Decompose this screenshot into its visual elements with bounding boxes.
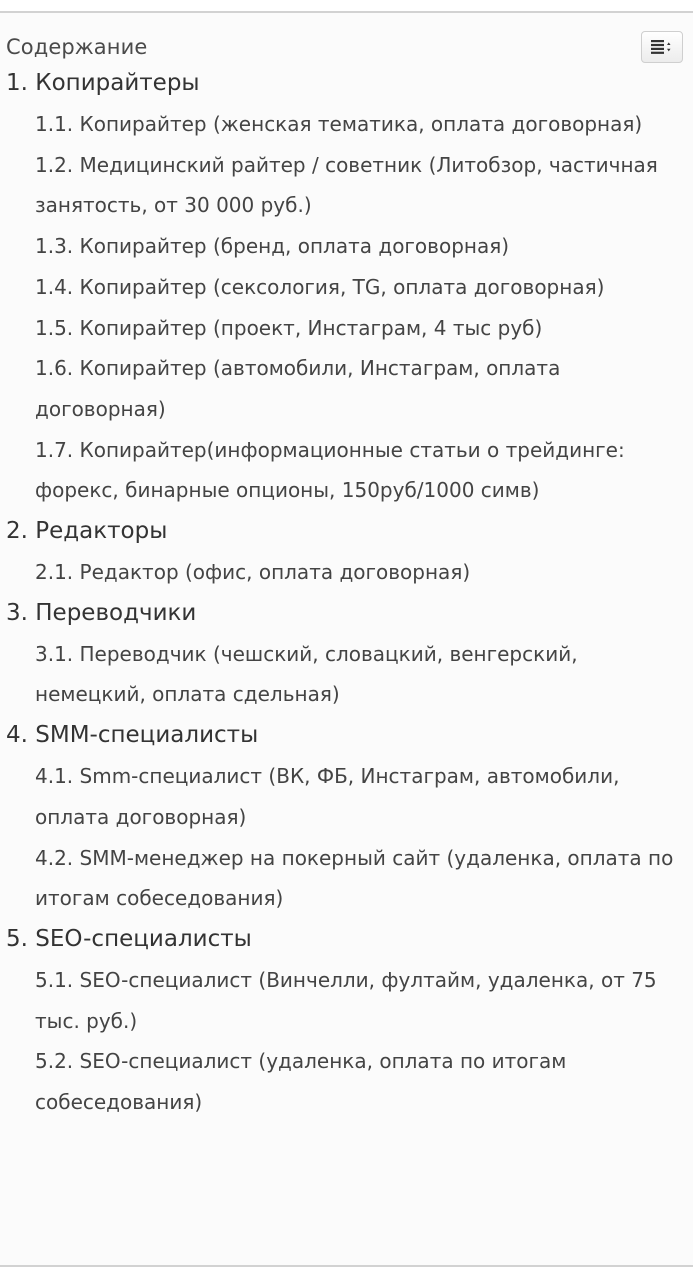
toc-sub-list [6, 634, 683, 715]
toc-item-link[interactable]: 1.1. Копирайтер (женская тематика, оплата договорная) [35, 112, 643, 136]
toc-item-link[interactable]: 5.1. SEO-специалист (Винчелли, фултайм, удаленка, от 75 тыс. руб.) [35, 967, 657, 1033]
toc-item-link[interactable]: 1.2. Медицинский райтер / советник (Литобзор, частичная занятость, от 30 000 руб.) [35, 152, 658, 218]
toc-section [6, 511, 683, 593]
toc-section-link[interactable]: 1. Копирайтеры [6, 70, 200, 96]
toc-item-link[interactable]: 2.1. Редактор (офис, оплата договорная) [35, 560, 471, 585]
toc-header [6, 31, 683, 63]
toc-item-link[interactable]: 1.4. Копирайтер (сексология, TG, оплата договорная) [35, 274, 605, 299]
toc-section-link[interactable]: 2. Редакторы [6, 518, 168, 545]
list-toggle-icon [651, 40, 673, 54]
toc-item-link[interactable]: 3.1. Переводчик (чешский, словацкий, венгерский, немецкий, оплата сдельная) [35, 641, 578, 707]
toc-section-link[interactable]: 5. SEO-специалисты [6, 925, 252, 952]
toc-sub-list [6, 104, 683, 511]
toc-toggle-button[interactable] [641, 31, 683, 63]
toc-list [6, 63, 683, 1123]
toc-section-link[interactable]: 3. Переводчики [6, 599, 197, 626]
toc-section [6, 919, 683, 1123]
toc-item-link[interactable]: 1.3. Копирайтер (бренд, оплата договорная) [35, 234, 510, 259]
toc-section-link[interactable]: 4. SMM-специалисты [6, 722, 259, 749]
toc-sub-list [6, 960, 683, 1123]
toc-item-link[interactable]: 5.2. SEO-специалист (удаленка, оплата по итогам собеседования) [35, 1049, 567, 1115]
toc-sub-list [6, 552, 683, 593]
toc-section [6, 715, 683, 919]
toc-item-link[interactable]: 1.5. Копирайтер (проект, Инстаграм, 4 тыс руб) [35, 315, 543, 340]
toc-item-link[interactable]: 1.6. Копирайтер (автомобили, Инстаграм, оплата договорная) [35, 356, 561, 421]
toc-item-link[interactable]: 4.1. Smm-специалист (ВК, ФБ, Инстаграм, автомобили, оплата договорная) [35, 764, 620, 829]
toc-section [6, 593, 683, 715]
toc-title: Содержание [6, 35, 148, 59]
toc-item-link[interactable]: 4.2. SMM-менеджер на покерный сайт (удаленка, оплата по итогам собеседования) [35, 845, 674, 911]
toc-section [6, 63, 683, 511]
toc-item-link[interactable]: 1.7. Копирайтер(информационные статьи о трейдинге: форекс, бинарные опционы, 150руб/1000 симв) [35, 437, 625, 503]
toc-sub-list [6, 756, 683, 919]
table-of-contents [0, 11, 693, 1267]
